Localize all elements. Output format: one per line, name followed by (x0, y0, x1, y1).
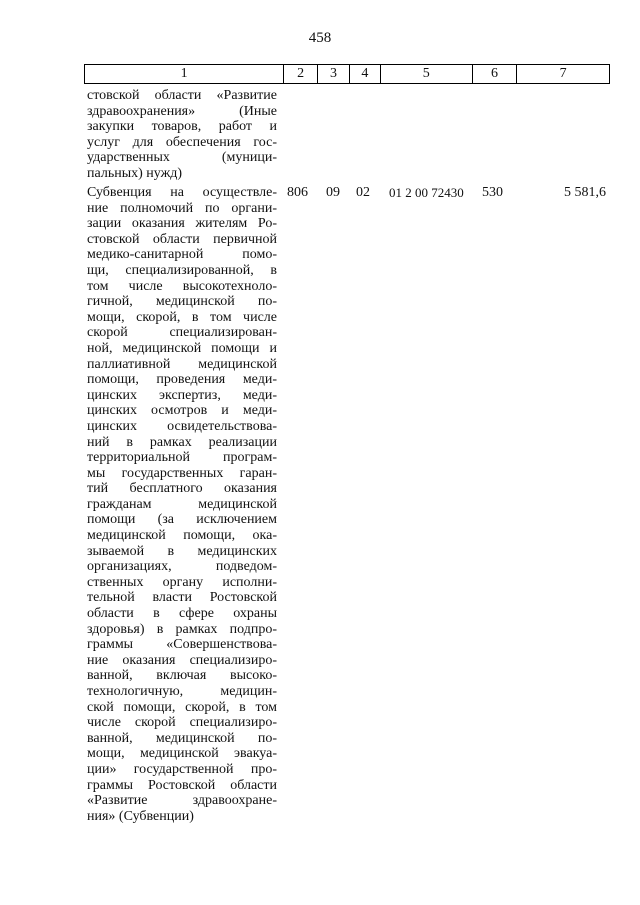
text-line: граммы Ростовской области (87, 777, 277, 793)
text-line: зации оказания жителям Ро- (87, 216, 277, 232)
text-line: скорой специализирован- (87, 325, 277, 341)
text-line: зываемой в медицинских (87, 543, 277, 559)
header-col-6: 6 (473, 65, 518, 83)
text-line: технологичную, медицин- (87, 684, 277, 699)
text-line: ний в рамках реализации (87, 434, 277, 450)
text-line: том числе высокотехноло- (87, 278, 277, 294)
row-amount: 5 581,6 (564, 185, 606, 200)
text-line: здоровья) в рамках подпро- (87, 621, 277, 637)
row-ved-code: 806 (287, 185, 308, 200)
header-col-2: 2 (284, 65, 318, 83)
text-line: цинских экспертиз, меди- (87, 387, 277, 403)
text-line: ственных органу исполни- (87, 574, 277, 590)
text-line: цинских освидетельствова- (87, 418, 277, 434)
text-line: тельной власти Ростовской (87, 590, 277, 606)
header-col-3: 3 (318, 65, 350, 83)
text-line: стовской области «Развитие (87, 88, 277, 103)
text-line: медицинской помощи, ока- (87, 528, 277, 544)
text-line: граммы «Совершенствова- (87, 637, 277, 653)
text-line: ние полномочий по органи- (87, 200, 277, 216)
text-line: щи, специализированной, в (87, 262, 277, 278)
text-line: здравоохранения» (Иные (87, 103, 277, 119)
text-line: ции» государственной про- (87, 761, 277, 777)
text-line: ние оказания специализиро- (87, 652, 277, 668)
row-target-article-code: 01 2 00 72430 (389, 185, 464, 200)
text-line: гичной, медицинской по- (87, 294, 277, 310)
text-line: мы государственных гаран- (87, 465, 277, 481)
text-line: тий бесплатного оказания (87, 481, 277, 497)
text-line: территориальной програм- (87, 450, 277, 466)
text-line: стовской области первичной (87, 231, 277, 247)
text-line: Субвенция на осуществле- (87, 185, 277, 200)
text-line: «Развитие здравоохране- (87, 793, 277, 809)
text-line: помощи (за исключением (87, 512, 277, 528)
header-col-1: 1 (85, 65, 284, 83)
subvention-row-description (87, 185, 277, 824)
header-col-5: 5 (381, 65, 473, 83)
text-line: ния» (Субвенции) (87, 808, 194, 824)
text-line: области в сфере охраны (87, 606, 277, 622)
text-line: гражданам медицинской (87, 496, 277, 512)
text-line: паллиативной медицинской (87, 356, 277, 372)
text-line: закупки товаров, работ и (87, 119, 277, 135)
text-line: помощи, проведения меди- (87, 372, 277, 388)
text-line: организациях, подведом- (87, 559, 277, 575)
text-line: ударственных (муници- (87, 150, 277, 166)
header-col-7: 7 (559, 66, 567, 81)
text-line: пальных) нужд) (87, 165, 183, 181)
text-line: цинских осмотров и меди- (87, 403, 277, 419)
text-line: ванной, включая высоко- (87, 668, 277, 684)
continued-row-description (87, 88, 277, 182)
text-line: ной, медицинской помощи и (87, 340, 277, 356)
row-subsection-code: 02 (356, 185, 370, 200)
text-line: медико-санитарной помо- (87, 247, 277, 263)
row-expense-type-code: 530 (482, 185, 503, 200)
header-col-4: 4 (350, 65, 381, 83)
text-line: ской помощи, скорой, в том (87, 699, 277, 715)
row-section-code: 09 (326, 185, 340, 200)
text-line: числе скорой специализиро- (87, 715, 277, 731)
text-line: мощи, медицинской эвакуа- (87, 746, 277, 762)
text-line: ванной, медицинской по- (87, 730, 277, 746)
text-line: услуг для обеспечения гос- (87, 134, 277, 150)
text-line: мощи, скорой, в том числе (87, 309, 277, 325)
page-number: 458 (308, 30, 332, 46)
table-header-row (84, 64, 610, 84)
